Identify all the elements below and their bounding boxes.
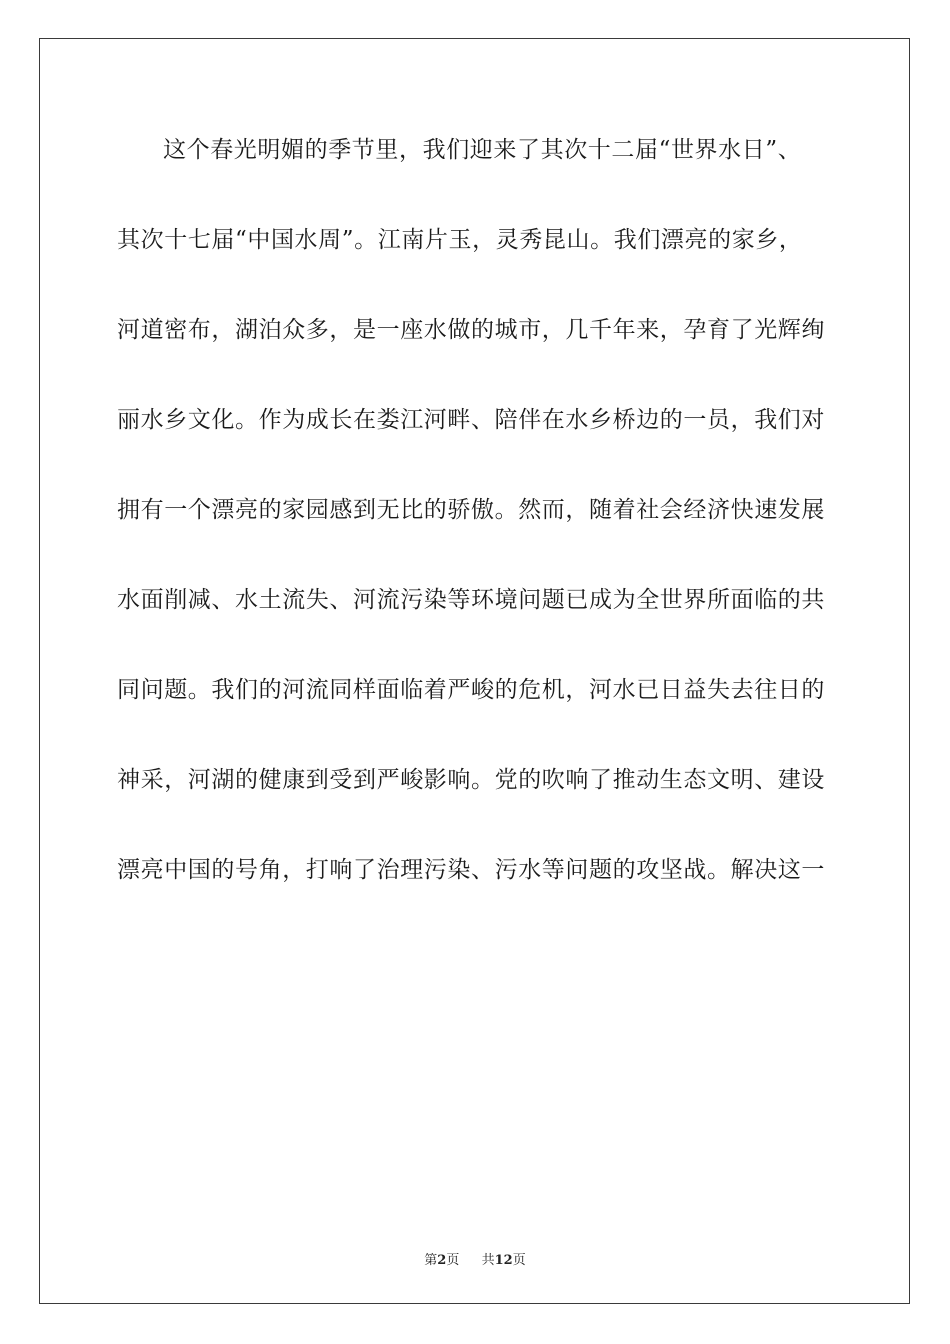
page-prefix: 第 [424,1253,438,1268]
paragraph-line: 神采，河湖的健康到受到严峻影响。党的吹响了推动生态文明、建设 [117,767,825,793]
paragraph-line: 其次十七届“中国水周”。江南片玉，灵秀昆山。我们漂亮的家乡， [117,227,803,253]
paragraph-line: 水面削减、水土流失、河流污染等环境问题已成为全世界所面临的共 [117,587,825,613]
paragraph-line: 这个春光明媚的季节里，我们迎来了其次十二届“世界水日”、 [163,137,802,163]
paragraph-line: 河道密布，湖泊众多，是一座水做的城市，几千年来，孕育了光辉绚 [117,317,825,343]
paragraph-line: 同问题。我们的河流同样面临着严峻的危机，河水已日益失去往日的 [117,677,825,703]
total-pages: 12 [494,1253,513,1268]
page-suffix: 页 [446,1253,460,1268]
document-body [117,128,833,938]
paragraph-line: 漂亮中国的号角，打响了治理污染、污水等问题的攻坚战。解决这一 [117,857,825,883]
page-number: 2 [437,1253,447,1268]
paragraph-line: 丽水乡文化。作为成长在娄江河畔、陪伴在水乡桥边的一员，我们对 [117,407,825,433]
total-suffix: 页 [512,1253,526,1268]
page-indicator [424,1249,459,1268]
page-footer [0,1249,950,1268]
total-prefix: 共 [481,1253,495,1268]
total-pages-indicator [482,1249,526,1268]
paragraph-line: 拥有一个漂亮的家园感到无比的骄傲。然而，随着社会经济快速发展 [117,497,825,523]
